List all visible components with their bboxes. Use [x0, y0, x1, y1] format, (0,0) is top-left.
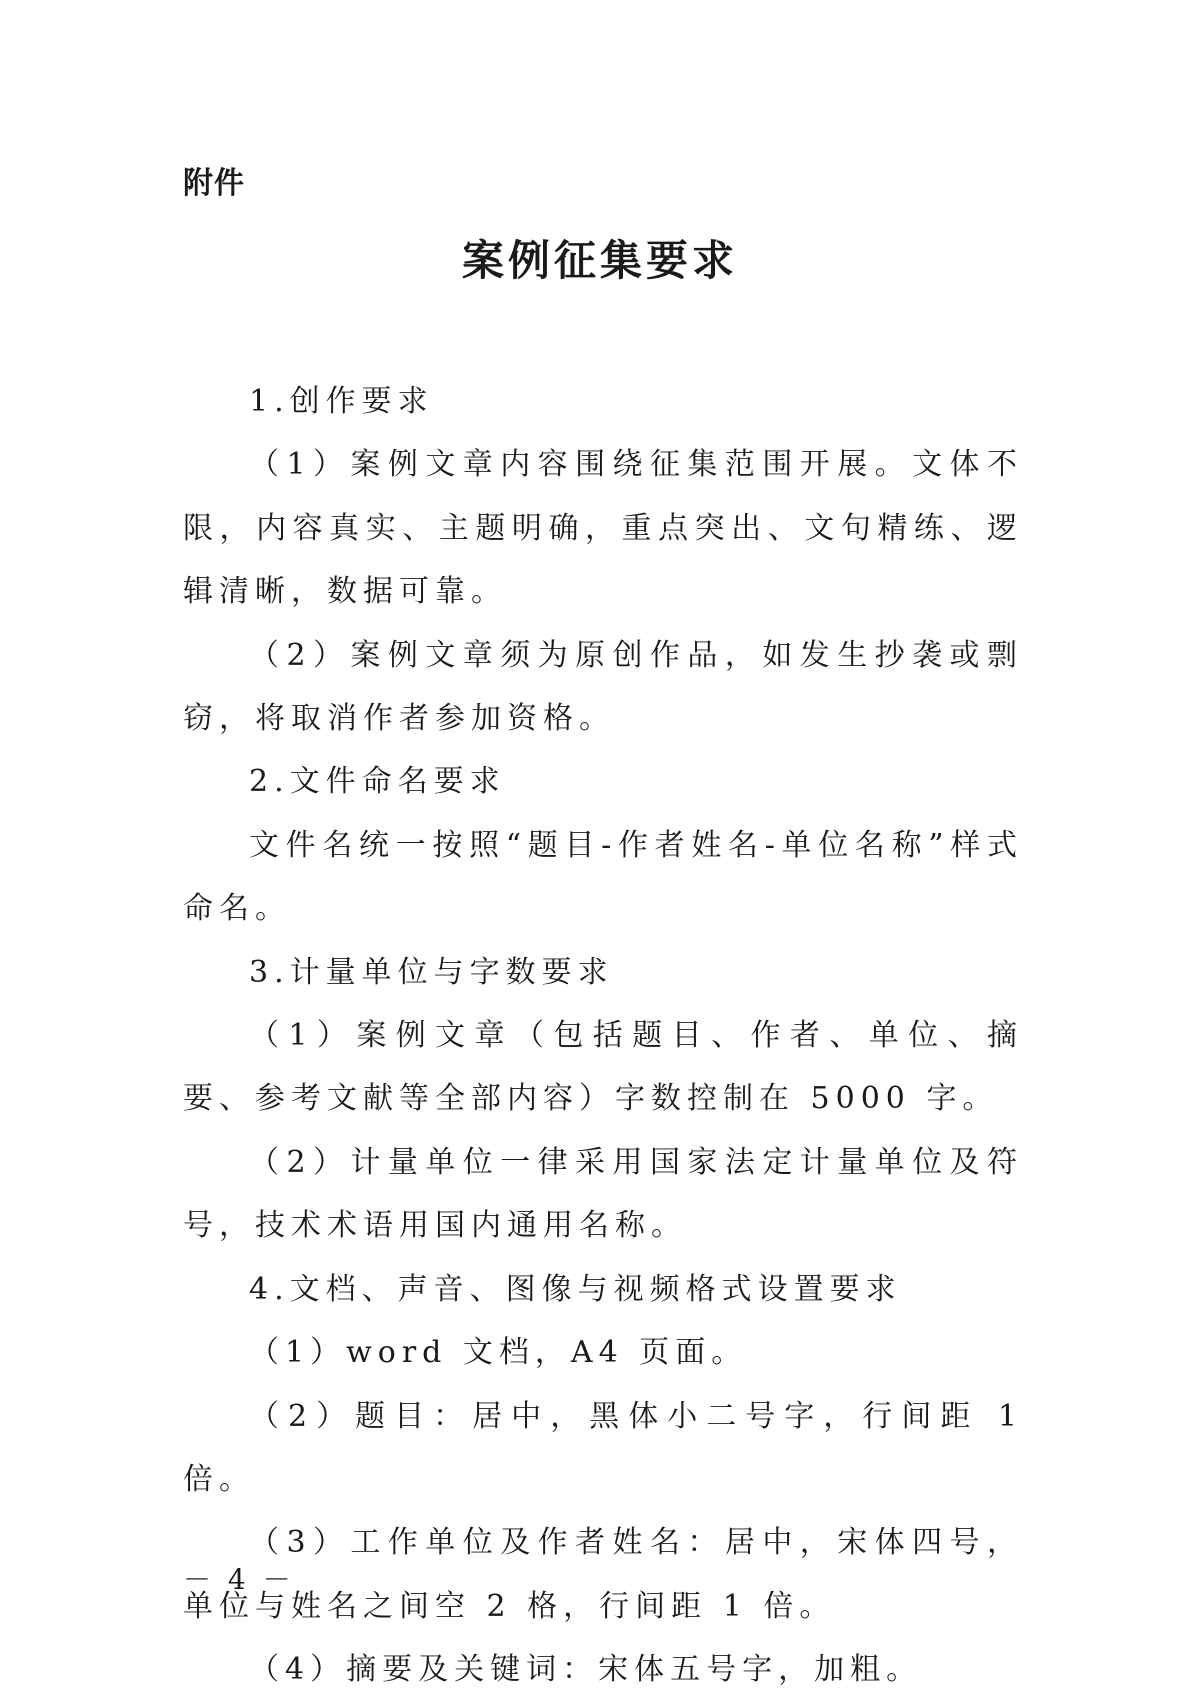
paragraph: （1）案例文章（包括题目、作者、单位、摘要、参考文献等全部内容）字数控制在 5000 字。 [183, 1018, 1023, 1117]
paragraph: （3）工作单位及作者姓名：居中，宋体四号，单位与姓名之间空 2 格，行间距 1 倍。 [183, 1525, 1023, 1624]
page-title: 案例征集要求 [461, 236, 738, 285]
paragraph: （2）案例文章须为原创作品，如发生抄袭或剽窃，将取消作者参加资格。 [183, 637, 1023, 737]
paragraph: 文件名统一按照“题目-作者姓名-单位名称”样式命名。 [183, 827, 1023, 927]
section-heading: 1.创作要求 [249, 384, 434, 419]
paragraph: （1）案例文章内容围绕征集范围开展。文体不限，内容真实、主题明确，重点突出、文句精练、逻辑清晰，数据可靠。 [183, 447, 1023, 610]
section-heading: 2.文件命名要求 [249, 764, 506, 800]
paragraph: （1）word 文档，A4 页面。 [249, 1335, 748, 1371]
paragraph: （2）题目：居中，黑体小二号字，行间距 1 倍。 [183, 1398, 1023, 1497]
section-heading: 4.文档、声音、图像与视频格式设置要求 [249, 1271, 902, 1307]
page-number: － 4 － [183, 1563, 295, 1596]
paragraph: （4）摘要及关键词：宋体五号字，加粗。 [249, 1652, 923, 1688]
attachment-label: 附件 [183, 166, 245, 201]
section-heading: 3.计量单位与字数要求 [249, 954, 614, 990]
paragraph: （2）计量单位一律采用国家法定计量单位及符号，技术术语用国内通用名称。 [183, 1144, 1023, 1244]
document-body [183, 370, 1023, 1702]
